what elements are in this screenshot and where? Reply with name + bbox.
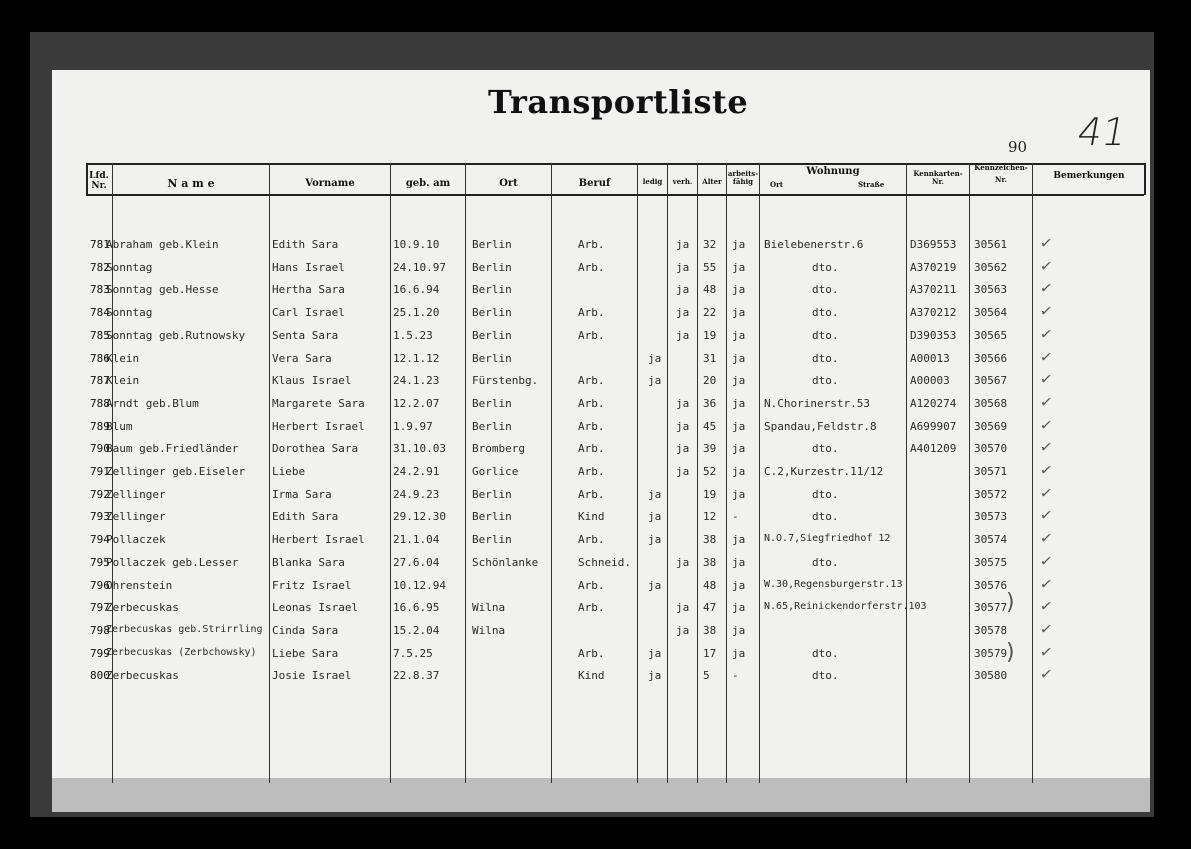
row-alter: 5 <box>703 669 710 683</box>
column-rule <box>1032 163 1033 783</box>
row-kennkarten-nr: A120274 <box>910 396 957 410</box>
row-geb-am: 15.2.04 <box>393 623 440 637</box>
header-kennkarten-nr: Kennkarten- Nr. <box>913 169 963 186</box>
row-arbeitsfaehig: ja <box>732 374 746 388</box>
row-geb-am: 24.10.97 <box>393 260 446 274</box>
document-title: Transportliste <box>488 83 749 121</box>
row-kennzeichen-nr: 30579 <box>974 646 1008 660</box>
header-name: N a m e <box>167 177 215 190</box>
row-arbeitsfaehig: ja <box>732 442 746 456</box>
row-geb-am: 24.1.23 <box>393 374 440 388</box>
row-arbeitsfaehig: ja <box>732 487 746 501</box>
row-kennzeichen-nr: 30575 <box>974 555 1008 569</box>
row-kennzeichen-nr: 30578 <box>974 623 1008 637</box>
column-rule <box>637 163 638 783</box>
row-kennzeichen-nr: 30561 <box>974 238 1008 251</box>
row-geb-am: 25.1.20 <box>393 306 440 320</box>
header-wohnung-ort: Ort <box>770 180 784 189</box>
row-verh: ja <box>676 601 690 615</box>
row-alter: 22 <box>703 306 717 320</box>
row-lfd-nr: 782 <box>90 260 110 274</box>
row-kennkarten-nr: A370212 <box>910 306 957 320</box>
row-alter: 17 <box>703 646 717 660</box>
row-kennkarten-nr: A00003 <box>910 374 950 388</box>
row-kennkarten-nr: A401209 <box>910 442 957 456</box>
row-vorname: Leonas Israel <box>272 601 359 615</box>
header-vorname: Vorname <box>305 178 355 189</box>
row-ledig: ja <box>648 578 662 592</box>
row-wohnung: dto. <box>812 487 839 501</box>
row-wohnung: dto. <box>812 442 839 456</box>
row-kennzeichen-nr: 30567 <box>974 374 1008 388</box>
row-vorname: Edith Sara <box>272 238 339 251</box>
row-geb-am: 16.6.94 <box>393 283 440 297</box>
header-wohnung-strasse: Straße <box>858 180 885 189</box>
page-number-handwritten: 41 <box>1074 110 1131 154</box>
row-vorname: Herbert Israel <box>272 533 365 547</box>
row-alter: 38 <box>703 555 717 569</box>
row-wohnung: N.O.7,Siegfriedhof 12 <box>764 533 891 545</box>
row-verh: ja <box>676 283 690 297</box>
row-arbeitsfaehig: ja <box>732 533 746 547</box>
row-ort: Berlin <box>472 306 512 320</box>
column-rule <box>969 163 970 783</box>
row-wohnung: dto. <box>812 283 839 297</box>
row-name: Blum <box>106 419 133 433</box>
row-wohnung: N.65,Reinickendorferstr.103 <box>764 601 927 613</box>
row-name: Zellinger geb.Eiseler <box>106 465 246 478</box>
row-geb-am: 7.5.25 <box>393 646 433 660</box>
row-vorname: Cinda Sara <box>272 623 339 637</box>
row-checkmark: ✓ <box>1038 641 1054 662</box>
row-ort: Berlin <box>472 396 512 410</box>
row-wohnung: dto. <box>812 328 839 342</box>
row-vorname: Vera Sara <box>272 351 332 365</box>
column-rule <box>667 163 668 783</box>
row-lfd-nr: 785 <box>90 328 110 342</box>
column-rule <box>269 163 270 783</box>
row-wohnung: dto. <box>812 669 839 683</box>
row-vorname: Blanka Sara <box>272 555 345 569</box>
row-checkmark: ✓ <box>1038 414 1054 435</box>
row-vorname: Klaus Israel <box>272 374 352 388</box>
row-geb-am: 1.9.97 <box>393 419 433 433</box>
row-kennzeichen-nr: 30570 <box>974 442 1008 456</box>
row-geb-am: 10.9.10 <box>393 238 440 251</box>
row-alter: 47 <box>703 601 717 615</box>
row-lfd-nr: 783 <box>90 283 110 297</box>
row-ledig: ja <box>648 533 662 547</box>
header-ledig: ledig <box>642 177 663 186</box>
row-lfd-nr: 794 <box>90 533 110 547</box>
column-rule <box>551 163 552 783</box>
row-verh: ja <box>676 465 690 478</box>
row-name: Zerbecuskas (Zerbchowsky) <box>106 646 257 658</box>
row-name: Sonntag <box>106 260 153 274</box>
row-vorname: Fritz Israel <box>272 578 352 592</box>
row-name: Sonntag <box>106 306 153 320</box>
row-checkmark: ✓ <box>1038 255 1054 276</box>
row-arbeitsfaehig: ja <box>732 419 746 433</box>
row-geb-am: 21.1.04 <box>393 533 440 547</box>
row-checkmark: ✓ <box>1038 278 1054 299</box>
row-beruf: Arb. <box>578 238 605 251</box>
row-ort: Berlin <box>472 260 512 274</box>
header-geb-am: geb. am <box>405 178 451 189</box>
row-lfd-nr: 787 <box>90 374 110 388</box>
row-kennkarten-nr: A00013 <box>910 351 950 365</box>
row-arbeitsfaehig: ja <box>732 260 746 274</box>
row-ort: Berlin <box>472 238 512 251</box>
row-lfd-nr: 784 <box>90 306 110 320</box>
row-alter: 38 <box>703 533 717 547</box>
row-checkmark: ✓ <box>1038 392 1054 412</box>
row-kennkarten-nr: A699907 <box>910 419 957 433</box>
row-alter: 52 <box>703 465 717 478</box>
row-lfd-nr: 781 <box>90 238 110 251</box>
row-vorname: Josie Israel <box>272 669 352 683</box>
header-wohnung: Wohnung <box>806 166 860 177</box>
row-verh: ja <box>676 396 690 410</box>
column-rule <box>465 163 466 783</box>
row-lfd-nr: 798 <box>90 623 110 637</box>
column-rule <box>726 163 727 783</box>
row-ledig: ja <box>648 487 662 501</box>
row-alter: 19 <box>703 328 717 342</box>
row-beruf: Arb. <box>578 487 605 501</box>
row-geb-am: 31.10.03 <box>393 442 446 456</box>
row-ledig: ja <box>648 646 662 660</box>
row-alter: 39 <box>703 442 717 456</box>
row-checkmark: ✓ <box>1038 596 1054 616</box>
row-geb-am: 24.2.91 <box>393 465 440 478</box>
header-alter: Alter <box>702 177 722 186</box>
row-ort: Bromberg <box>472 442 525 456</box>
row-kennkarten-nr: D369553 <box>910 238 957 251</box>
row-ort: Schönlanke <box>472 555 539 569</box>
handwritten-bracket: ) <box>1006 590 1015 615</box>
row-alter: 19 <box>703 487 717 501</box>
row-name: Zellinger <box>106 487 166 501</box>
row-beruf: Arb. <box>578 374 605 388</box>
row-verh: ja <box>676 555 690 569</box>
row-checkmark: ✓ <box>1038 619 1054 639</box>
row-wohnung: C.2,Kurzestr.11/12 <box>764 465 884 478</box>
row-name: Ohrenstein <box>106 578 173 592</box>
row-alter: 45 <box>703 419 717 433</box>
row-geb-am: 10.12.94 <box>393 578 446 592</box>
row-beruf: Arb. <box>578 328 605 342</box>
header-kennzeichen-nr: Kennzeichen- Nr. <box>974 163 1028 184</box>
row-verh: ja <box>676 419 690 433</box>
row-beruf: Arb. <box>578 396 605 410</box>
row-geb-am: 12.2.07 <box>393 396 440 410</box>
handwritten-bracket: ) <box>1006 640 1015 665</box>
row-ledig: ja <box>648 351 662 365</box>
row-ledig: ja <box>648 374 662 388</box>
row-kennzeichen-nr: 30566 <box>974 351 1008 365</box>
row-lfd-nr: 795 <box>90 555 110 569</box>
header-bemerkungen: Bemerkungen <box>1053 171 1125 181</box>
row-checkmark: ✓ <box>1038 369 1054 389</box>
row-alter: 38 <box>703 623 717 637</box>
row-beruf: Schneid. <box>578 555 631 569</box>
row-lfd-nr: 791 <box>90 465 110 478</box>
row-name: Klein <box>106 374 140 388</box>
row-vorname: Dorothea Sara <box>272 442 359 456</box>
row-geb-am: 27.6.04 <box>393 555 440 569</box>
row-arbeitsfaehig: ja <box>732 238 746 251</box>
row-geb-am: 24.9.23 <box>393 487 440 501</box>
row-arbeitsfaehig: ja <box>732 623 746 637</box>
row-kennzeichen-nr: 30572 <box>974 487 1008 501</box>
bottom-edge-strip <box>52 778 1150 812</box>
row-alter: 48 <box>703 578 717 592</box>
row-checkmark: ✓ <box>1038 233 1054 253</box>
row-kennkarten-nr: A370211 <box>910 283 957 297</box>
row-arbeitsfaehig: ja <box>732 306 746 320</box>
row-kennzeichen-nr: 30568 <box>974 396 1008 410</box>
column-rule <box>697 163 698 783</box>
row-name: Zerbecuskas <box>106 601 179 615</box>
column-rule <box>390 163 391 783</box>
row-arbeitsfaehig: ja <box>732 351 746 365</box>
row-verh: ja <box>676 260 690 274</box>
row-beruf: Arb. <box>578 419 605 433</box>
row-name: Abraham geb.Klein <box>106 238 219 251</box>
row-name: Klein <box>106 351 140 365</box>
row-vorname: Hans Israel <box>272 260 345 274</box>
row-kennzeichen-nr: 30580 <box>974 669 1008 683</box>
row-vorname: Carl Israel <box>272 306 345 320</box>
row-ort: Berlin <box>472 283 512 297</box>
header-beruf: Beruf <box>578 178 611 189</box>
row-name: Zellinger <box>106 510 166 524</box>
row-ort: Berlin <box>472 510 512 524</box>
row-verh: ja <box>676 623 690 637</box>
row-checkmark: ✓ <box>1038 437 1054 458</box>
row-lfd-nr: 800 <box>90 669 110 683</box>
row-checkmark: ✓ <box>1038 324 1054 344</box>
row-verh: ja <box>676 238 690 251</box>
row-arbeitsfaehig: ja <box>732 283 746 297</box>
row-arbeitsfaehig: ja <box>732 396 746 410</box>
row-beruf: Arb. <box>578 442 605 456</box>
row-lfd-nr: 796 <box>90 578 110 592</box>
row-beruf: Arb. <box>578 533 605 547</box>
row-arbeitsfaehig: - <box>732 669 739 683</box>
row-arbeitsfaehig: ja <box>732 465 746 478</box>
row-vorname: Irma Sara <box>272 487 332 501</box>
row-vorname: Liebe <box>272 465 306 478</box>
row-checkmark: ✓ <box>1038 551 1054 571</box>
row-wohnung: dto. <box>812 374 839 388</box>
row-lfd-nr: 793 <box>90 510 110 524</box>
row-alter: 31 <box>703 351 717 365</box>
row-name: Sonntag geb.Rutnowsky <box>106 328 246 342</box>
row-verh: ja <box>676 306 690 320</box>
row-beruf: Arb. <box>578 260 605 274</box>
row-wohnung: dto. <box>812 351 839 365</box>
row-checkmark: ✓ <box>1038 346 1054 367</box>
row-kennzeichen-nr: 30564 <box>974 306 1008 320</box>
header-ort: Ort <box>499 178 518 189</box>
row-kennkarten-nr: D390353 <box>910 328 957 342</box>
row-ledig: ja <box>648 510 662 524</box>
row-arbeitsfaehig: ja <box>732 646 746 660</box>
row-geb-am: 1.5.23 <box>393 328 433 342</box>
row-alter: 36 <box>703 396 717 410</box>
row-verh: ja <box>676 442 690 456</box>
row-alter: 12 <box>703 510 717 524</box>
page-number-typed: 90 <box>1008 138 1028 156</box>
row-lfd-nr: 792 <box>90 487 110 501</box>
row-arbeitsfaehig: ja <box>732 555 746 569</box>
row-vorname: Senta Sara <box>272 328 339 342</box>
row-checkmark: ✓ <box>1038 482 1054 503</box>
row-wohnung: dto. <box>812 555 839 569</box>
row-ort: Berlin <box>472 351 512 365</box>
row-vorname: Margarete Sara <box>272 396 365 410</box>
row-vorname: Hertha Sara <box>272 283 345 297</box>
row-kennzeichen-nr: 30569 <box>974 419 1008 433</box>
row-wohnung: dto. <box>812 646 839 660</box>
header-arbeitsfaehig: arbeits- fähig <box>727 169 759 186</box>
table-header-rule <box>86 194 1144 196</box>
row-geb-am: 16.6.95 <box>393 601 440 615</box>
row-lfd-nr: 788 <box>90 396 110 410</box>
row-verh: ja <box>676 328 690 342</box>
row-beruf: Arb. <box>578 465 605 478</box>
row-lfd-nr: 786 <box>90 351 110 365</box>
row-kennzeichen-nr: 30573 <box>974 510 1008 524</box>
row-ort: Wilna <box>472 601 506 615</box>
row-ort: Berlin <box>472 328 512 342</box>
row-beruf: Arb. <box>578 646 605 660</box>
row-arbeitsfaehig: ja <box>732 578 746 592</box>
row-checkmark: ✓ <box>1038 505 1054 526</box>
row-name: Zerbecuskas geb.Strirrling <box>106 623 263 635</box>
row-wohnung: dto. <box>812 510 839 524</box>
row-checkmark: ✓ <box>1038 573 1054 594</box>
row-vorname: Edith Sara <box>272 510 339 524</box>
row-kennzeichen-nr: 30562 <box>974 260 1008 274</box>
row-arbeitsfaehig: ja <box>732 601 746 615</box>
row-ledig: ja <box>648 669 662 683</box>
row-kennzeichen-nr: 30576 <box>974 578 1008 592</box>
row-ort: Wilna <box>472 623 506 637</box>
row-beruf: Arb. <box>578 601 605 615</box>
row-kennzeichen-nr: 30571 <box>974 465 1008 478</box>
row-wohnung: Spandau,Feldstr.8 <box>764 419 877 433</box>
row-ort: Berlin <box>472 487 512 501</box>
row-kennzeichen-nr: 30574 <box>974 533 1008 547</box>
row-geb-am: 22.8.37 <box>393 669 440 683</box>
row-name: Zerbecuskas <box>106 669 179 683</box>
row-alter: 20 <box>703 374 717 388</box>
row-vorname: Herbert Israel <box>272 419 365 433</box>
row-beruf: Arb. <box>578 578 605 592</box>
row-alter: 48 <box>703 283 717 297</box>
row-lfd-nr: 789 <box>90 419 110 433</box>
row-wohnung: dto. <box>812 306 839 320</box>
row-vorname: Liebe Sara <box>272 646 339 660</box>
row-lfd-nr: 797 <box>90 601 110 615</box>
row-geb-am: 12.1.12 <box>393 351 440 365</box>
row-checkmark: ✓ <box>1038 664 1054 685</box>
row-lfd-nr: 790 <box>90 442 110 456</box>
column-rule <box>759 163 760 783</box>
row-wohnung: dto. <box>812 260 839 274</box>
row-kennkarten-nr: A370219 <box>910 260 957 274</box>
row-kennzeichen-nr: 30577 <box>974 601 1008 615</box>
row-kennzeichen-nr: 30563 <box>974 283 1008 297</box>
header-lfd-nr: Lfd. Nr. <box>89 171 109 191</box>
row-ort: Berlin <box>472 419 512 433</box>
column-rule <box>906 163 907 783</box>
row-wohnung: W.30,Regensburgerstr.13 <box>764 578 903 590</box>
row-alter: 55 <box>703 260 717 274</box>
row-alter: 32 <box>703 238 717 251</box>
row-name: Sonntag geb.Hesse <box>106 283 219 297</box>
row-kennzeichen-nr: 30565 <box>974 328 1008 342</box>
row-name: Pollaczek <box>106 533 166 547</box>
row-geb-am: 29.12.30 <box>393 510 446 524</box>
row-lfd-nr: 799 <box>90 646 110 660</box>
row-name: Baum geb.Friedländer <box>106 442 239 456</box>
row-ort: Gorlice <box>472 465 519 478</box>
row-name: Arndt geb.Blum <box>106 396 199 410</box>
row-ort: Berlin <box>472 533 512 547</box>
row-name: Pollaczek geb.Lesser <box>106 555 239 569</box>
row-arbeitsfaehig: ja <box>732 328 746 342</box>
row-beruf: Kind <box>578 669 605 683</box>
row-beruf: Arb. <box>578 306 605 320</box>
row-beruf: Kind <box>578 510 605 524</box>
row-wohnung: N.Chorinerstr.53 <box>764 396 870 410</box>
row-ort: Fürstenbg. <box>472 374 539 388</box>
row-checkmark: ✓ <box>1038 460 1054 480</box>
row-checkmark: ✓ <box>1038 528 1054 548</box>
row-wohnung: Bielebenerstr.6 <box>764 238 864 251</box>
row-checkmark: ✓ <box>1038 301 1054 321</box>
header-verh: verh. <box>672 177 693 186</box>
row-arbeitsfaehig: - <box>732 510 739 524</box>
